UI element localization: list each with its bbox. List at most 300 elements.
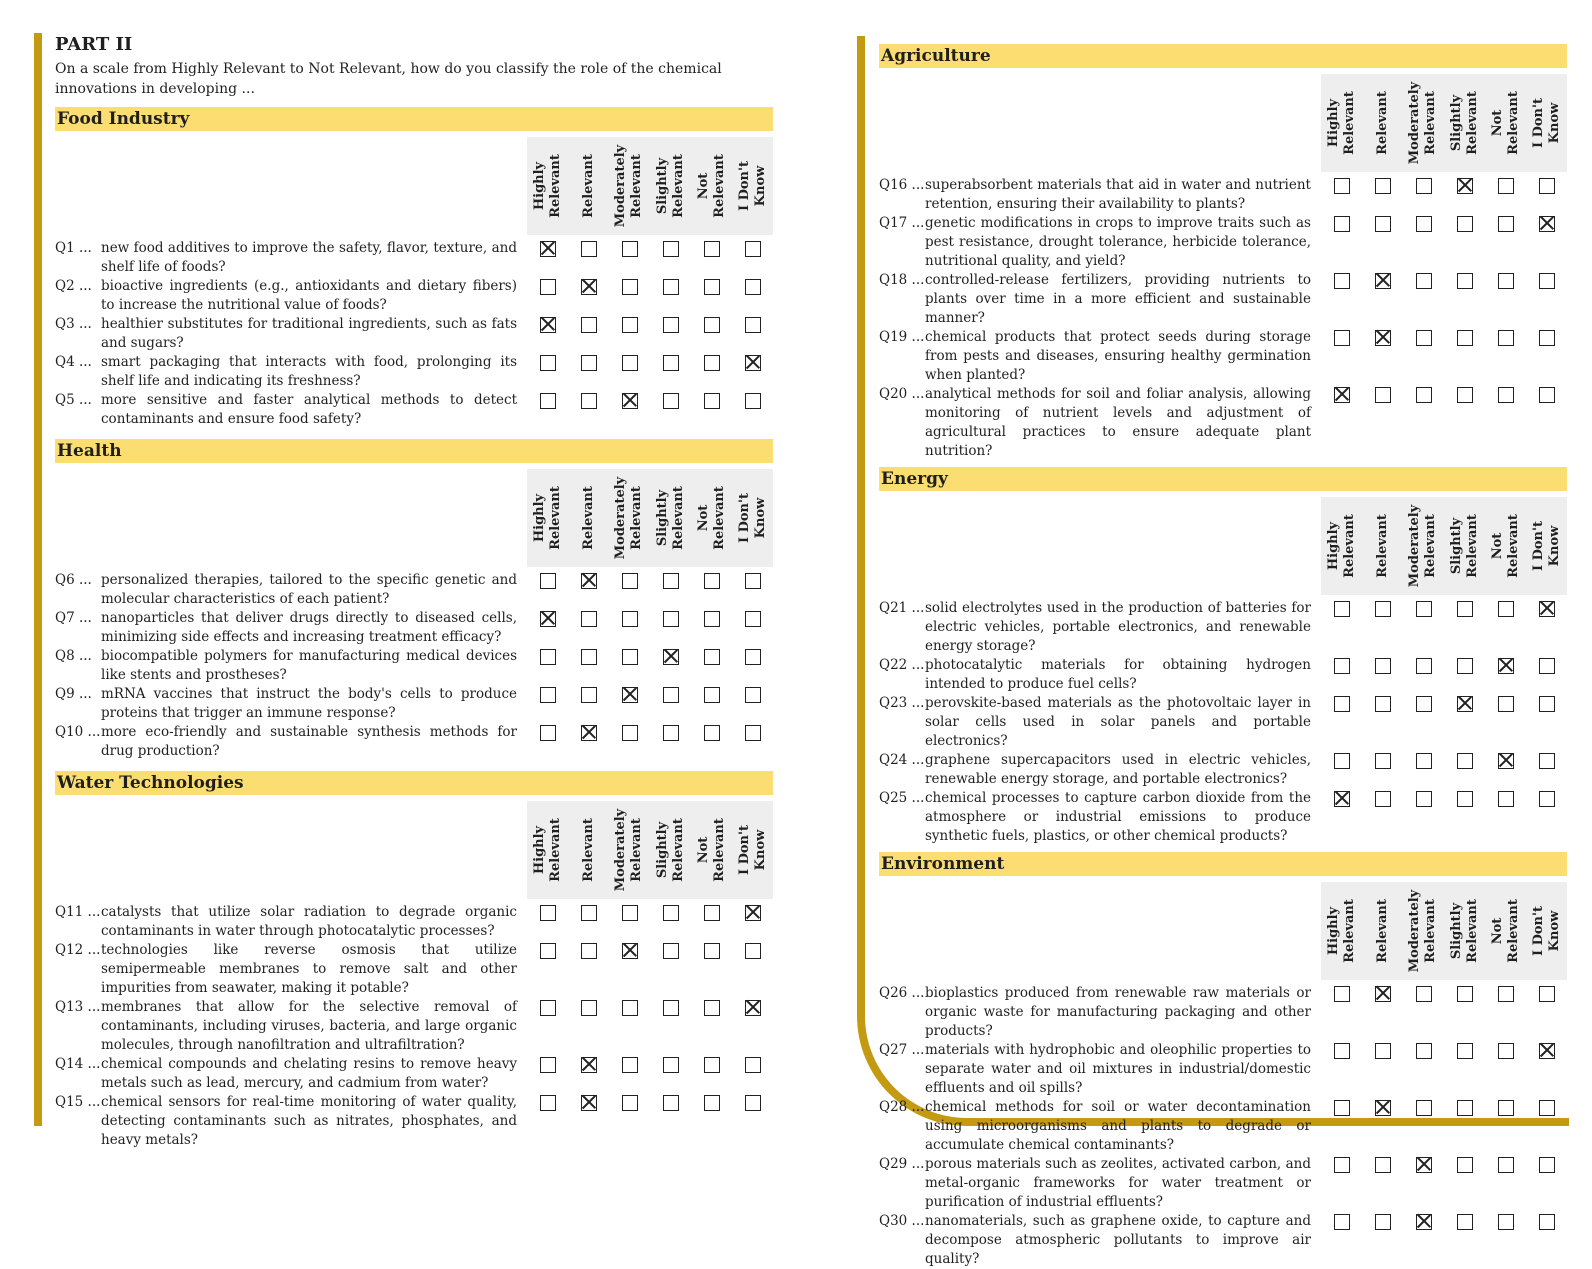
checkbox[interactable]	[581, 687, 597, 703]
checkbox-cell	[732, 391, 773, 410]
checkbox[interactable]	[622, 1000, 638, 1016]
checkbox[interactable]	[622, 725, 638, 741]
checkbox[interactable]	[1334, 216, 1350, 232]
checkbox[interactable]	[704, 355, 720, 371]
rating-header-i-don-t-know	[732, 137, 773, 235]
checkbox-cell	[1321, 385, 1362, 404]
checkbox[interactable]	[1334, 1100, 1350, 1116]
answer-checkboxes	[527, 391, 773, 410]
checkbox-cell	[650, 277, 691, 296]
checkbox-cell	[568, 903, 609, 922]
rating-header-label: Moderately Relevant	[1407, 504, 1439, 588]
checkbox-checked[interactable]	[663, 649, 679, 665]
checkbox[interactable]	[1375, 1214, 1391, 1230]
checkbox[interactable]	[663, 317, 679, 333]
question-number: Q29 ...	[879, 1156, 925, 1172]
checkbox[interactable]	[1457, 658, 1473, 674]
checkbox[interactable]	[1416, 216, 1432, 232]
rating-header-highly-relevant	[527, 137, 568, 235]
checkbox-cell	[1526, 385, 1567, 404]
checkbox[interactable]	[1498, 696, 1514, 712]
checkbox[interactable]	[1457, 1214, 1473, 1230]
checkbox[interactable]	[1539, 1157, 1555, 1173]
checkbox-checked[interactable]	[581, 1095, 597, 1111]
checkbox[interactable]	[1539, 791, 1555, 807]
answer-checkboxes	[527, 685, 773, 704]
checkbox-cell	[1444, 328, 1485, 347]
checkbox[interactable]	[1539, 986, 1555, 1002]
checkbox-cell	[1444, 1155, 1485, 1174]
checkbox-checked[interactable]	[1539, 601, 1555, 617]
checkbox[interactable]	[1457, 1157, 1473, 1173]
checkbox-cell	[732, 647, 773, 666]
checkbox[interactable]	[1498, 986, 1514, 1002]
rating-header-relevant	[1362, 882, 1403, 980]
checkbox-cell	[527, 903, 568, 922]
checkbox[interactable]	[745, 725, 761, 741]
checkbox[interactable]	[1457, 1100, 1473, 1116]
checkbox-cell	[691, 647, 732, 666]
question-text: nanomaterials, such as graphene oxide, to capture and decompose atmospheric pollutants to improve air quality?	[925, 1213, 1311, 1267]
checkbox[interactable]	[704, 905, 720, 921]
question-row	[879, 789, 1567, 846]
checkbox-checked[interactable]	[581, 573, 597, 589]
question-row	[55, 903, 773, 941]
checkbox[interactable]	[1498, 1043, 1514, 1059]
checkbox[interactable]	[1334, 273, 1350, 289]
question-text: chemical compounds and chelating resins to remove heavy metals such as lead, mercury, and cadmium from water?	[101, 1056, 517, 1091]
checkbox-checked[interactable]	[1539, 1043, 1555, 1059]
checkbox-cell	[1444, 214, 1485, 233]
checkbox[interactable]	[1539, 696, 1555, 712]
question-number: Q14 ...	[55, 1056, 101, 1072]
checkbox[interactable]	[1334, 658, 1350, 674]
checkbox-cell	[1362, 271, 1403, 290]
checkbox[interactable]	[1498, 1100, 1514, 1116]
checkbox[interactable]	[663, 905, 679, 921]
checkbox[interactable]	[1375, 387, 1391, 403]
checkbox[interactable]	[1457, 216, 1473, 232]
checkbox[interactable]	[622, 279, 638, 295]
question-text: technologies like reverse osmosis that utilize semipermeable membranes to remove salt and other impurities from seawater, making it potable?	[101, 942, 517, 996]
checkbox[interactable]	[663, 725, 679, 741]
checkbox-checked[interactable]	[540, 317, 556, 333]
question-number: Q30 ...	[879, 1213, 925, 1229]
checkbox-checked[interactable]	[1334, 791, 1350, 807]
checkbox[interactable]	[1416, 753, 1432, 769]
checkbox-checked[interactable]	[1375, 1100, 1391, 1116]
question-row	[55, 723, 773, 761]
checkbox[interactable]	[1416, 1100, 1432, 1116]
checkbox[interactable]	[1334, 986, 1350, 1002]
checkbox[interactable]	[1457, 1043, 1473, 1059]
checkbox-checked[interactable]	[745, 1000, 761, 1016]
checkbox-cell	[1485, 789, 1526, 808]
checkbox[interactable]	[1334, 601, 1350, 617]
checkbox-cell	[1526, 214, 1567, 233]
checkbox[interactable]	[1457, 753, 1473, 769]
rating-header-i-don-t-know	[1526, 74, 1567, 172]
checkbox-cell	[1321, 656, 1362, 675]
checkbox-cell	[650, 685, 691, 704]
checkbox[interactable]	[1498, 273, 1514, 289]
question-row	[55, 941, 773, 998]
rating-header-relevant	[568, 469, 609, 567]
checkbox-cell	[1321, 176, 1362, 195]
checkbox[interactable]	[704, 241, 720, 257]
checkbox[interactable]	[1539, 658, 1555, 674]
checkbox-cell	[732, 315, 773, 334]
rating-header-slightly-relevant	[1444, 882, 1485, 980]
checkbox-checked[interactable]	[581, 725, 597, 741]
checkbox[interactable]	[1539, 1214, 1555, 1230]
checkbox-cell	[650, 723, 691, 742]
checkbox-cell	[1444, 1212, 1485, 1231]
checkbox-cell	[1526, 694, 1567, 713]
checkbox-cell	[527, 571, 568, 590]
checkbox[interactable]	[663, 573, 679, 589]
checkbox[interactable]	[622, 1095, 638, 1111]
checkbox[interactable]	[540, 687, 556, 703]
question-row	[879, 751, 1567, 789]
question-row	[55, 647, 773, 685]
checkbox-checked[interactable]	[745, 905, 761, 921]
question-number: Q21 ...	[879, 600, 925, 616]
checkbox[interactable]	[745, 317, 761, 333]
checkbox[interactable]	[745, 279, 761, 295]
checkbox[interactable]	[745, 687, 761, 703]
checkbox-cell	[732, 723, 773, 742]
rating-header-label: Not Relevant	[1489, 514, 1521, 578]
checkbox-cell	[732, 609, 773, 628]
checkbox[interactable]	[745, 611, 761, 627]
checkbox[interactable]	[540, 943, 556, 959]
checkbox[interactable]	[540, 1057, 556, 1073]
checkbox[interactable]	[581, 1000, 597, 1016]
checkbox[interactable]	[622, 649, 638, 665]
checkbox-cell	[609, 941, 650, 960]
checkbox-cell	[1403, 328, 1444, 347]
checkbox[interactable]	[581, 241, 597, 257]
checkbox[interactable]	[1375, 696, 1391, 712]
checkbox-cell	[1362, 328, 1403, 347]
checkbox[interactable]	[1416, 1043, 1432, 1059]
checkbox[interactable]	[1334, 1157, 1350, 1173]
checkbox[interactable]	[704, 279, 720, 295]
question-row	[55, 391, 773, 429]
checkbox-checked[interactable]	[540, 611, 556, 627]
rating-header-label: I Don't Know	[1530, 906, 1562, 956]
checkbox[interactable]	[1334, 696, 1350, 712]
question-row	[55, 315, 773, 353]
checkbox[interactable]	[1416, 601, 1432, 617]
checkbox[interactable]	[1457, 330, 1473, 346]
checkbox-checked[interactable]	[1457, 178, 1473, 194]
checkbox[interactable]	[581, 611, 597, 627]
checkbox-checked[interactable]	[1498, 753, 1514, 769]
checkbox[interactable]	[1498, 1214, 1514, 1230]
question-row	[879, 1041, 1567, 1098]
checkbox[interactable]	[581, 905, 597, 921]
checkbox[interactable]	[1375, 1157, 1391, 1173]
checkbox-checked[interactable]	[581, 279, 597, 295]
checkbox-cell	[691, 903, 732, 922]
checkbox[interactable]	[1416, 696, 1432, 712]
checkbox[interactable]	[540, 573, 556, 589]
checkbox-checked[interactable]	[1416, 1157, 1432, 1173]
checkbox[interactable]	[1375, 216, 1391, 232]
checkbox-cell	[1485, 694, 1526, 713]
question-number: Q7 ...	[55, 610, 92, 626]
question-number: Q25 ...	[879, 790, 925, 806]
checkbox-cell	[1485, 271, 1526, 290]
checkbox-cell	[1485, 984, 1526, 1003]
checkbox-cell	[1403, 656, 1444, 675]
checkbox[interactable]	[1498, 330, 1514, 346]
checkbox[interactable]	[1539, 387, 1555, 403]
checkbox[interactable]	[1457, 986, 1473, 1002]
checkbox-cell	[732, 998, 773, 1017]
answer-checkboxes	[527, 941, 773, 960]
checkbox-checked[interactable]	[581, 1057, 597, 1073]
checkbox-cell	[1321, 328, 1362, 347]
checkbox-checked[interactable]	[745, 355, 761, 371]
checkbox-checked[interactable]	[1539, 216, 1555, 232]
rating-header-label: Slightly Relevant	[1448, 514, 1480, 578]
checkbox[interactable]	[622, 317, 638, 333]
checkbox[interactable]	[704, 1057, 720, 1073]
question-text: analytical methods for soil and foliar analysis, allowing monitoring of nutrient levels and adjustment of agricultural practices to ensure adequate plant nutrition?	[925, 386, 1311, 459]
question-row	[55, 685, 773, 723]
checkbox-cell	[1485, 214, 1526, 233]
checkbox[interactable]	[1375, 1043, 1391, 1059]
checkbox[interactable]	[1498, 601, 1514, 617]
checkbox[interactable]	[1539, 1100, 1555, 1116]
checkbox[interactable]	[745, 1095, 761, 1111]
checkbox[interactable]	[704, 1095, 720, 1111]
checkbox-cell	[1403, 789, 1444, 808]
checkbox[interactable]	[1416, 273, 1432, 289]
checkbox[interactable]	[1457, 601, 1473, 617]
checkbox[interactable]	[1539, 330, 1555, 346]
checkbox[interactable]	[1457, 387, 1473, 403]
checkbox[interactable]	[704, 649, 720, 665]
section-title: Environment	[879, 852, 1567, 876]
checkbox-checked[interactable]	[1375, 986, 1391, 1002]
checkbox-cell	[650, 609, 691, 628]
question-text: chemical methods for soil or water decontamination using microorganisms and plants to degrade or accumulate chemical contaminants?	[925, 1099, 1311, 1153]
checkbox[interactable]	[540, 1000, 556, 1016]
rating-header-label: Moderately Relevant	[1407, 889, 1439, 973]
question-number: Q2 ...	[55, 278, 92, 294]
checkbox[interactable]	[1498, 178, 1514, 194]
checkbox[interactable]	[704, 317, 720, 333]
checkbox-cell	[691, 1093, 732, 1112]
checkbox[interactable]	[540, 649, 556, 665]
question-number: Q3 ...	[55, 316, 92, 332]
question-row	[879, 694, 1567, 751]
checkbox[interactable]	[540, 1095, 556, 1111]
checkbox[interactable]	[663, 279, 679, 295]
checkbox[interactable]	[581, 649, 597, 665]
checkbox[interactable]	[581, 355, 597, 371]
rating-header-label: I Don't Know	[1530, 98, 1562, 148]
rating-header-label: I Don't Know	[736, 493, 768, 543]
checkbox-cell	[568, 1055, 609, 1074]
checkbox-checked[interactable]	[622, 943, 638, 959]
question-text: new food additives to improve the safety, flavor, texture, and shelf life of foods?	[101, 240, 517, 275]
checkbox[interactable]	[540, 905, 556, 921]
question-text: more sensitive and faster analytical methods to detect contaminants and ensure food safety?	[101, 392, 517, 427]
checkbox[interactable]	[663, 1057, 679, 1073]
checkbox-cell	[1444, 656, 1485, 675]
checkbox[interactable]	[745, 241, 761, 257]
checkbox[interactable]	[1539, 273, 1555, 289]
checkbox[interactable]	[745, 573, 761, 589]
rating-header-label: Not Relevant	[695, 154, 727, 218]
rating-header-moderately-relevant	[609, 137, 650, 235]
checkbox[interactable]	[622, 355, 638, 371]
checkbox-cell	[1321, 214, 1362, 233]
checkbox[interactable]	[663, 1000, 679, 1016]
checkbox-checked[interactable]	[1375, 330, 1391, 346]
checkbox-cell	[1485, 1155, 1526, 1174]
rating-header-label: Highly Relevant	[531, 486, 563, 550]
checkbox[interactable]	[745, 943, 761, 959]
checkbox-cell	[1485, 385, 1526, 404]
checkbox[interactable]	[540, 279, 556, 295]
checkbox[interactable]	[1416, 986, 1432, 1002]
question-text: perovskite-based materials as the photovoltaic layer in solar cells used in solar panels and portable electronics?	[925, 695, 1311, 749]
checkbox-cell	[1444, 694, 1485, 713]
question-text: chemical products that protect seeds during storage from pests and diseases, ensuring healthy germination when planted?	[925, 329, 1311, 383]
rating-header-label: I Don't Know	[1530, 521, 1562, 571]
checkbox[interactable]	[704, 687, 720, 703]
checkbox-checked[interactable]	[622, 687, 638, 703]
checkbox[interactable]	[1334, 330, 1350, 346]
checkbox-cell	[1403, 1098, 1444, 1117]
checkbox[interactable]	[1416, 658, 1432, 674]
checkbox-checked[interactable]	[622, 393, 638, 409]
checkbox[interactable]	[663, 1095, 679, 1111]
checkbox-checked[interactable]	[1416, 1214, 1432, 1230]
rating-header-row	[55, 469, 773, 567]
checkbox[interactable]	[704, 393, 720, 409]
checkbox[interactable]	[663, 393, 679, 409]
checkbox-checked[interactable]	[1457, 696, 1473, 712]
question-text: chemical sensors for real-time monitoring of water quality, detecting contaminants such as nitrates, phosphates, and heavy metals?	[101, 1094, 517, 1148]
checkbox-cell	[732, 353, 773, 372]
checkbox[interactable]	[663, 611, 679, 627]
checkbox[interactable]	[581, 393, 597, 409]
checkbox[interactable]	[663, 943, 679, 959]
checkbox[interactable]	[1498, 387, 1514, 403]
checkbox[interactable]	[540, 725, 556, 741]
checkbox[interactable]	[622, 241, 638, 257]
checkbox-cell	[1526, 328, 1567, 347]
rating-header-moderately-relevant	[609, 469, 650, 567]
checkbox[interactable]	[1457, 791, 1473, 807]
checkbox-cell	[1362, 1212, 1403, 1231]
checkbox[interactable]	[581, 943, 597, 959]
checkbox[interactable]	[540, 355, 556, 371]
checkbox-checked[interactable]	[540, 241, 556, 257]
rating-header-row	[879, 74, 1567, 172]
checkbox[interactable]	[581, 317, 597, 333]
checkbox[interactable]	[704, 573, 720, 589]
question-number: Q12 ...	[55, 942, 101, 958]
checkbox-cell	[691, 685, 732, 704]
checkbox[interactable]	[704, 725, 720, 741]
checkbox[interactable]	[622, 611, 638, 627]
rating-header-moderately-relevant	[1403, 882, 1444, 980]
checkbox-cell	[568, 609, 609, 628]
checkbox-checked[interactable]	[1375, 273, 1391, 289]
checkbox[interactable]	[663, 241, 679, 257]
checkbox-checked[interactable]	[1334, 387, 1350, 403]
checkbox[interactable]	[1375, 658, 1391, 674]
checkbox[interactable]	[1539, 178, 1555, 194]
checkbox[interactable]	[1416, 387, 1432, 403]
checkbox[interactable]	[663, 355, 679, 371]
checkbox[interactable]	[1375, 753, 1391, 769]
checkbox-cell	[1403, 271, 1444, 290]
checkbox-cell	[650, 998, 691, 1017]
checkbox[interactable]	[1498, 216, 1514, 232]
checkbox[interactable]	[745, 393, 761, 409]
checkbox[interactable]	[1416, 791, 1432, 807]
checkbox[interactable]	[1375, 601, 1391, 617]
rating-header-label: Not Relevant	[1489, 91, 1521, 155]
checkbox-cell	[1321, 1155, 1362, 1174]
checkbox-cell	[650, 1093, 691, 1112]
checkbox[interactable]	[1457, 273, 1473, 289]
checkbox[interactable]	[540, 393, 556, 409]
checkbox[interactable]	[745, 649, 761, 665]
checkbox[interactable]	[704, 611, 720, 627]
checkbox-cell	[650, 647, 691, 666]
checkbox-cell	[1362, 984, 1403, 1003]
checkbox[interactable]	[1498, 1157, 1514, 1173]
checkbox[interactable]	[704, 1000, 720, 1016]
checkbox[interactable]	[1375, 791, 1391, 807]
checkbox[interactable]	[1334, 1214, 1350, 1230]
checkbox[interactable]	[622, 1057, 638, 1073]
checkbox-cell	[1321, 599, 1362, 618]
checkbox[interactable]	[1416, 178, 1432, 194]
checkbox[interactable]	[1539, 753, 1555, 769]
question-row	[55, 277, 773, 315]
checkbox[interactable]	[1334, 178, 1350, 194]
rating-header-label: Not Relevant	[695, 818, 727, 882]
answer-checkboxes	[527, 571, 773, 590]
left-accent-bar	[34, 33, 42, 1126]
checkbox[interactable]	[1375, 178, 1391, 194]
rating-header-relevant	[568, 801, 609, 899]
checkbox[interactable]	[622, 905, 638, 921]
checkbox[interactable]	[704, 943, 720, 959]
checkbox[interactable]	[1334, 1043, 1350, 1059]
question-row	[879, 656, 1567, 694]
checkbox[interactable]	[1498, 791, 1514, 807]
checkbox[interactable]	[745, 1057, 761, 1073]
checkbox-checked[interactable]	[1498, 658, 1514, 674]
checkbox[interactable]	[622, 573, 638, 589]
checkbox-cell	[1403, 1041, 1444, 1060]
checkbox[interactable]	[663, 687, 679, 703]
checkbox[interactable]	[1334, 753, 1350, 769]
checkbox[interactable]	[1416, 330, 1432, 346]
